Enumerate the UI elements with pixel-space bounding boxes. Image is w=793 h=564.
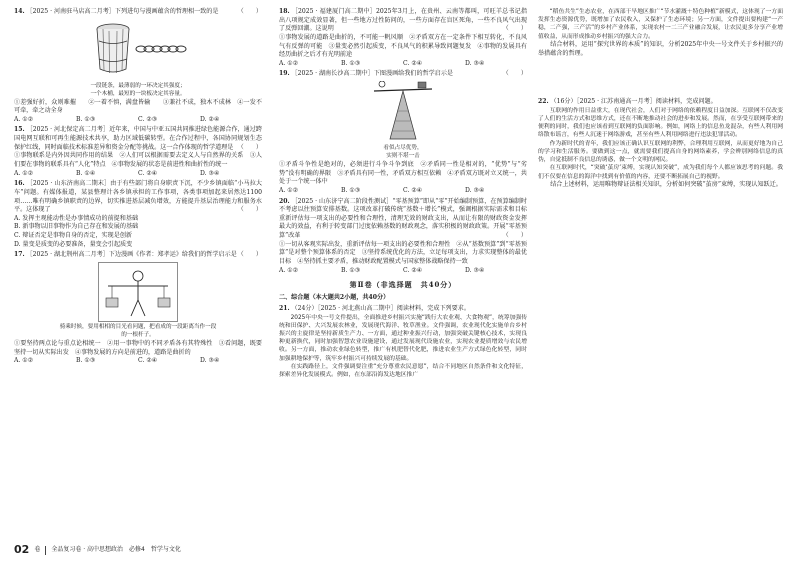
question-number: 21. [279,304,290,312]
column-middle [279,8,527,381]
option-c: C. ②④ [403,59,423,67]
option-d: D. ③④ [465,266,485,274]
option-c: C. ②④ [138,169,158,177]
question-stem: ［2025 · 湖南长沙高二期中］下图漫画给我们的哲学启示是 [291,70,454,78]
answer-space[interactable] [538,58,783,98]
answer-options [279,187,527,196]
option-a: A. ①② [14,169,34,177]
footer-label: 卷 [34,545,41,553]
material-paragraph: 在实践路径上，文件强调要注重“充分尊重农民意愿”，结合不同地区自然条件和文化特征，探索差异化发展模式。例如，在东部沿海发达地区推广 [279,363,527,379]
option-d: D. ③④ [465,186,485,194]
answer-options [279,60,527,69]
option-c: C. 辩证否定是事物自身的否定，实现是创新 [14,232,133,240]
option-c: C. ②③ [138,115,158,123]
column-right [538,8,783,191]
question-number: 16. [14,180,25,188]
question-items: ①一切从客观实际出发，重新评估每一项支出的必要性和合理性 ②从“基数预算”到“零基预算”是对整个预算体系的否定 ③坚持系统优化的方法，立足每项支出，力求实现整体的最优目标 ④坚持抓主要矛盾，推动财政配置模式与国家整体战略保持一致 [279,240,527,266]
question-20 [279,198,527,276]
material-paragraph: 互联网的作用日益重大，在现代社会，人们对于网络的依赖程度日益加深。互联网不仅改变了人们的生活方式和思维方式，还在不断地推动社会的进步和发展。然而，在享受互联网带来的便利的同时，我们也应该看到互联网的负面影响。例如，网络上的信息鱼龙混杂，有些人利用网络散布谣言，有些人沉迷于网络游戏，甚至有些人利用网络进行违法犯罪活动。 [538,107,783,139]
balance-cartoon-image [368,81,438,143]
option-c: C. ②④ [403,186,423,194]
question-stem: ［2025 · 山东济宁高二阶段性测试］“零基预算”即从“零”开始编制预算，在预算编制时不考虑以往预算安排基数。这项改革打破传统“基数＋增长”模式，强调根据实际需求和目标重新评估每一项支出的必要性和合理性，清理无效的财政支出，从而让有限的财政资金发挥最大的效益，有利于转变部门过度依赖基数的财政观念，落实积极的财政政策。开展“零基预算”改革 [279,197,527,240]
figure-caption [14,83,262,99]
question-items: ①事物发展的道路是曲折的，不可能一帆风顺 ②矛盾双方在一定条件下相互转化，不良风气有反弹的可能 ③量变必然引起质变，不良风气的积累导致问题复发 ④事物的发展具有经历曲折之后才有光明前途 [279,33,527,59]
question-number: 19. [279,70,290,78]
caption-line: 一个木桶，最短的一块板决定其容量。 [90,90,186,97]
caption-line: 实则不堪一击 [386,153,420,160]
figure-caption [279,145,527,161]
question-number: 14. [14,8,25,15]
question-stem: ［2025 · 河南驻马店高二月考］下列进句与漫画蕴含的哲理相一致的是 [26,8,219,15]
caption-line: 骑乘时候，要用相相的目光看问题，把看成的一段距离当作一段 [59,324,217,331]
question-stem: ［2025 · 山东济南高二期末］由于有些部门将自身职责下沉，不少乡镇面临“小马拉大车”问题。有媒体报道，某县整理计各乡镇承担的工作事项，各类事项加起来居然达1100项……唯有明确乡镇职责的边界，切实推进基层减负增效，方能提升基层治理能力和服务水平。这体现了 [14,180,263,214]
answer-options [14,357,262,366]
answer-options [14,170,262,179]
question-items: ①事物联系是内外因共同作用的结果 ②人们可以根据需要去定义人与自然界的关系 ③人们要在事物的联系具有“人化”特点 ④事物发展的状态是前进性和曲折性的统一 [14,152,262,168]
material-paragraph: 在互联网时代，“突破‘茧房’束缚，实现认知突破”，成为我们每个人都应该思考的问题。我们不仅要在信息的海洋中找到有价值的内容，还要不断拓展自己的视野。 [538,165,783,180]
question-items: ①差强好折，众则难摧 ②一着不慎，满盘皆输 ③兼社不成，独木不成林 ④一发不可牵，牵之动全身 [14,98,262,115]
option-d: D. ③④ [200,169,220,177]
option-a: A. ①② [14,357,34,365]
answer-paren: （ ） [502,70,527,78]
option-a: A. ①② [279,186,299,194]
question-stem: ［2025 · 福建厦门高二期中］2025年3月上，在贵州、云南等都叫，可旺羊总书记指出八项规定成效显著，但一些地方过性防问的，一些方面存在盲区死角，一些不良风气出现了反弹回潮。这说明 [279,8,527,33]
question-18 [279,8,527,68]
option-d: D. ③④ [200,357,220,365]
question-number: 18. [279,8,290,15]
answer-paren: （ ） [237,251,262,259]
option-b: B. ①④ [76,169,96,177]
task-prompt: 结合上述材料，运用唯物辩证法相关知识，分析如何突破“茧房”束缚，实现认知跃迁。 [550,180,782,188]
option-c: C. ②④ [403,266,423,274]
caption-line: 一段链条，最薄弱的一环决定其强度； [90,82,186,89]
option-a: A. 发挥主观能动性是办事情成功的前提和基础 [14,214,139,222]
material-paragraph: 2025年中央一号文件提出，全面推进乡村振兴实施“践行大农业观、大食物观”，统筹加强传统和田保护、大兴发展农林业，发展现代海洋、牧草渔业。文件强调，农业现代化实施单台乡村振兴的主旋律是坚持新质生产力、一方面，通过种业振兴行动，加强突破关键核心技术，实现良种更新换代，同时加强智慧农业设施建设，通过发展现代设施农业，实现农业提质增效与农民增收。另一方面，推动农业绿色转型，推广有机肥替代化肥，推进农业生产方式绿色化转型，同时加强耕地保护等，筑牢乡村振兴可持续发展的基础。 [279,314,527,362]
question-stem: ［2025 · 湖北荆州高二月考］下边漫画《作者：郑孝运》给我们的哲学启示是 [26,251,237,259]
page-footer [14,542,181,558]
question-stem: ［2025 · 河北保定高二月考］近年来，中国与中亚五国共同推进绿色能源合作，通过跨国电网互联和可再生能源技术共享，助力区域低碳转型。在合作过程中，各国协同规划生态保护红线，同时面临技术标准差异和资金分配等挑战。这一合作体现的哲学道理是 [14,126,262,151]
option-d: D. ②④ [200,115,220,123]
option-b: B. ①③ [76,115,96,123]
material-paragraph: “稻鱼共生”生态农业，在西部干旱地区推广“节水灌溉＋特色种植”新模式，这体现了一方面发挥生态资源优势，既增加了农民收入，又保护了生态环境；另一方面，文件提出要构建“一产稳，二产强，三产活”的乡村产业体系，实现农村一二三产业融合发展，让农民更多分享产业增值收益，从而形成推动乡村振兴的强大合力。 [538,9,783,40]
carrying-pole-cartoon-image [98,262,178,322]
material-paragraph: 作为新时代的青年，我们应该正确认识互联网的利弊，合理利用互联网，从而更好地为自己的学习和生活服务。要做到这一点，就需要我们提高自身的网络素养，学会辨别网络信息的真伪，自觉抵制不良信息的诱惑，做一个文明的网民。 [538,140,783,164]
question-16 [14,180,262,249]
caption-line: 看似占尽优势， [383,145,423,152]
task-prompt: 结合材料，运用“探究世界的本质”的知识，分析2025年中央一号文件关于乡村振兴的举措蕴含的哲理。 [538,40,783,57]
section-heading: 第Ⅱ卷（非选择题 共40分） [349,280,457,290]
question-21 [279,305,527,379]
question-22 [538,98,783,189]
option-a: A. ①② [279,266,299,274]
answer-paren: （ ） [502,232,527,240]
question-stem: （24分）［2025 · 河北燕山高二期中］阅读材料，完成下列要求。 [291,304,470,312]
page-number: 02 [14,543,30,557]
caption-line: 的一根杆子。 [121,331,155,338]
question-items: ①要坚持两点论与重点论相统一 ②用一事物中的不同矛盾各有其特殊性 ③看问题，既要坚持一切从实际出发 ④事物发展的方向是前进的，道路是曲折的 [14,339,262,356]
option-d: D. ③④ [465,59,485,67]
answer-paren: （ ） [502,25,527,33]
question-stem: （16分）［2025 · 江苏南通高一月考］阅读材料，完成问题。 [550,98,717,106]
part-heading: 二、综合题（本大题共2小题，共40分） [279,294,390,302]
option-d: D. 量变是质变的必要准备，量变会引起质变 [14,240,133,248]
answer-options [279,267,527,276]
question-number: 20. [279,197,290,205]
option-b: B. ①③ [341,266,361,274]
column-left [14,8,262,368]
question-14 [14,8,262,124]
figure-caption [14,324,262,340]
question-number: 15. [14,126,25,134]
option-b: B. ①③ [76,357,96,365]
footer-title: 全品复习卷 · 高中思想政治 必修4 哲学与文化 [51,545,181,553]
option-a: A. ①② [279,59,299,67]
option-a: A. ①② [14,115,34,123]
question-items: ①矛盾斗争性是绝对的，必须进行斗争斗争到底 ②矛盾同一性是相对的，“优势”与“劣势”没有明确的界限 ③矛盾具有同一性，矛盾双方相互依赖 ④矛盾双方既对立又统一，共处于一个统一体中 [279,161,527,186]
question-number: 22. [538,98,549,106]
answer-paren: （ ） [237,8,262,15]
option-b: B. ①③ [341,186,361,194]
answer-paren: （ ） [237,206,262,214]
question-19 [279,70,527,195]
question-17 [14,251,262,365]
question-15 [14,126,262,178]
barrel-chain-cartoon-image [73,19,203,81]
option-c: C. ②④ [138,357,158,365]
answer-options [14,116,262,125]
footer-divider [45,546,46,555]
answer-paren: （ ） [237,143,262,151]
option-b: B. ①③ [341,59,361,67]
option-b: B. 新事物以旧事物作为自己存在和发展的基础 [14,223,139,231]
question-number: 17. [14,251,25,259]
